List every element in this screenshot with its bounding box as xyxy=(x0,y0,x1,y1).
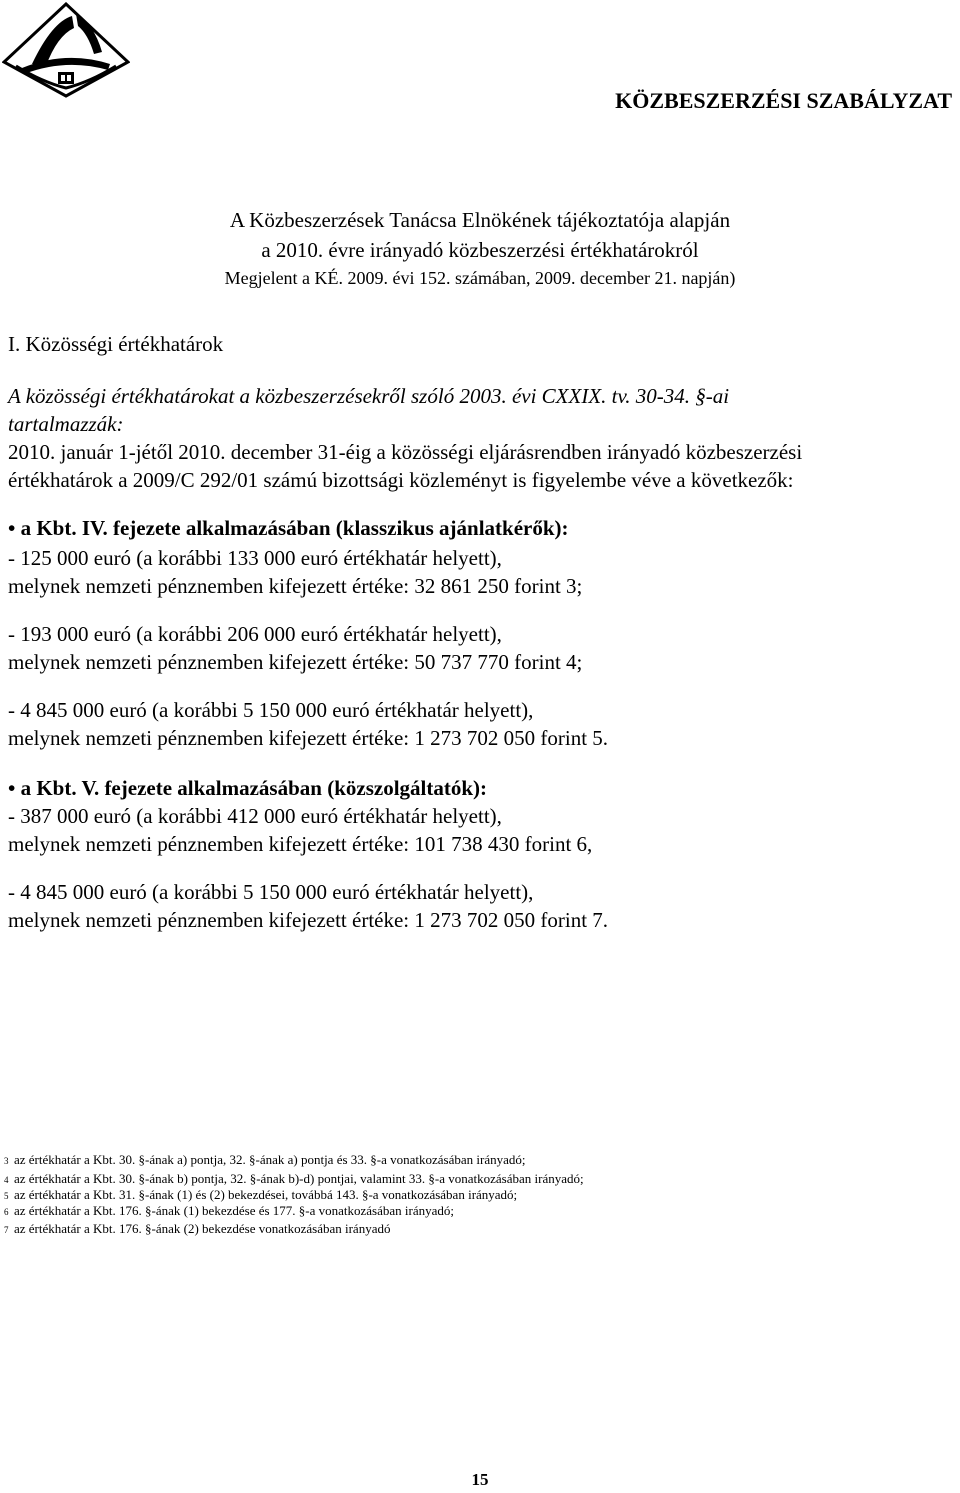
threshold-value-line: melynek nemzeti pénznemben kifejezett értéke: 1 273 702 050 forint 5. xyxy=(8,726,609,750)
organization-logo xyxy=(2,2,130,98)
footnote-number: 3 xyxy=(4,1156,9,1166)
threshold-value-line: melynek nemzeti pénznemben kifejezett értéke: 1 273 702 050 forint 7. xyxy=(8,908,609,932)
section-para-line-1: 2010. január 1-jétől 2010. december 31-éig a közösségi eljárásrendben irányadó közbeszerzési xyxy=(8,440,803,464)
footnote xyxy=(4,1203,454,1219)
intro-line-2: a 2010. évre irányadó közbeszerzési értékhatárokról xyxy=(261,238,699,262)
footnote-number: 4 xyxy=(4,1175,9,1185)
footnote-text: az értékhatár a Kbt. 30. §-ának b) pontja, 32. §-ának b)-d) pontjai, valamint 33. §-a vonatkozásában irányadó; xyxy=(14,1171,584,1186)
footnote xyxy=(4,1187,517,1203)
page-number: 15 xyxy=(471,1470,489,1489)
threshold-line: - 4 845 000 euró (a korábbi 5 150 000 euró értékhatár helyett), xyxy=(8,880,534,904)
intro-line-3: Megjelent a KÉ. 2009. évi 152. számában, 2009. december 21. napján) xyxy=(224,268,736,288)
threshold-line: - 4 845 000 euró (a korábbi 5 150 000 euró értékhatár helyett), xyxy=(8,698,534,722)
footnote-number: 6 xyxy=(4,1207,9,1217)
section-heading: I. Közösségi értékhatárok xyxy=(8,332,224,356)
footnote-number: 7 xyxy=(4,1225,9,1235)
bullet-heading-utilities: • a Kbt. V. fejezete alkalmazásában (közszolgáltatók): xyxy=(8,776,488,800)
threshold-value-line: melynek nemzeti pénznemben kifejezett értéke: 101 738 430 forint 6, xyxy=(8,832,593,856)
footnote-text: az értékhatár a Kbt. 176. §-ának (2) bekezdése vonatkozásában irányadó xyxy=(14,1221,391,1236)
section-italic-line-1: A közösségi értékhatárokat a közbeszerzésekről szóló 2003. évi CXXIX. tv. 30-34. §-ai xyxy=(8,384,730,408)
footnote-text: az értékhatár a Kbt. 31. §-ának (1) és (2) bekezdései, továbbá 143. §-a vonatkozásában irányadó; xyxy=(14,1187,518,1202)
footnote xyxy=(4,1171,584,1187)
intro-line-1: A Közbeszerzések Tanácsa Elnökének tájékoztatója alapján xyxy=(229,208,731,232)
footnote xyxy=(4,1152,526,1168)
section-para-line-2: értékhatárok a 2009/C 292/01 számú bizottsági közleményt is figyelembe véve a következők: xyxy=(8,468,794,492)
threshold-line: - 125 000 euró (a korábbi 133 000 euró értékhatár helyett), xyxy=(8,546,502,570)
threshold-line: - 387 000 euró (a korábbi 412 000 euró értékhatár helyett), xyxy=(8,804,502,828)
threshold-value-line: melynek nemzeti pénznemben kifejezett értéke: 32 861 250 forint 3; xyxy=(8,574,583,598)
footnote-number: 5 xyxy=(4,1191,9,1201)
threshold-line: - 193 000 euró (a korábbi 206 000 euró értékhatár helyett), xyxy=(8,622,502,646)
footnote xyxy=(4,1221,390,1237)
footnote-text: az értékhatár a Kbt. 30. §-ának a) pontja, 32. §-ának a) pontja és 33. §-a vonatkozásában irányadó; xyxy=(14,1152,526,1167)
footnote-text: az értékhatár a Kbt. 176. §-ának (1) bekezdése és 177. §-a vonatkozásában irányadó; xyxy=(14,1203,455,1218)
bullet-heading-classic: • a Kbt. IV. fejezete alkalmazásában (klasszikus ajánlatkérők): xyxy=(8,516,569,540)
threshold-value-line: melynek nemzeti pénznemben kifejezett értéke: 50 737 770 forint 4; xyxy=(8,650,583,674)
header-title: KÖZBESZERZÉSI SZABÁLYZAT xyxy=(615,88,952,113)
section-italic-line-2: tartalmazzák: xyxy=(8,412,124,436)
